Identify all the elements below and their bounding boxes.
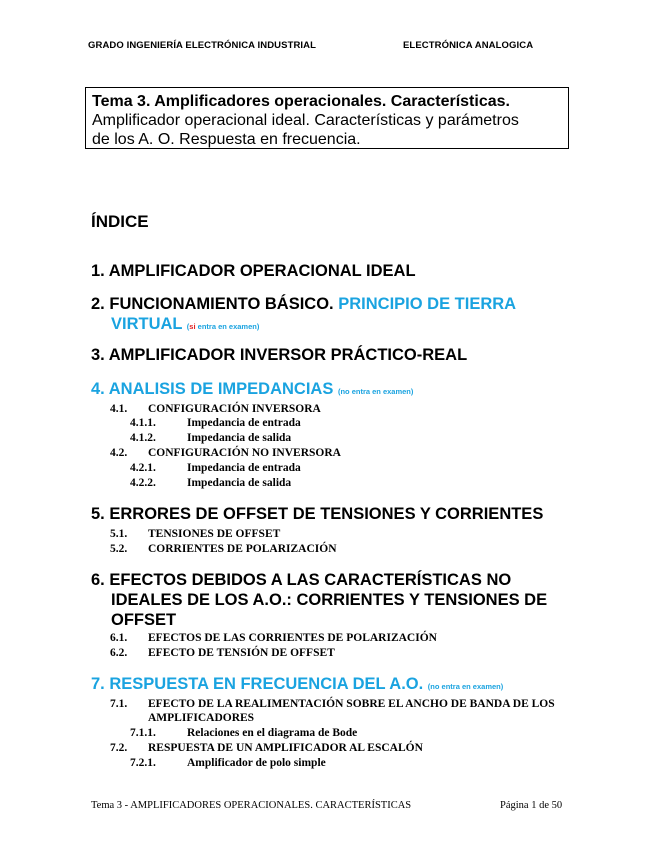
toc-item-4-1-1: 4.1.1. Impedancia de entrada bbox=[130, 417, 301, 429]
index-heading: ÍNDICE bbox=[91, 212, 149, 231]
toc-item-6-2: 6.2. EFECTO DE TENSIÓN DE OFFSET bbox=[110, 647, 335, 659]
toc-item-7-2-1: 7.2.1. Amplificador de polo simple bbox=[130, 757, 326, 769]
toc-item-4-1: 4.1. CONFIGURACIÓN INVERSORA bbox=[110, 403, 321, 415]
toc-section-6 bbox=[91, 570, 571, 630]
toc-item-6-1: 6.1. EFECTOS DE LAS CORRIENTES DE POLARIZACIÓN bbox=[110, 632, 437, 644]
section-title-cont: OFFSET bbox=[111, 611, 177, 629]
header-degree: GRADO INGENIERÍA ELECTRÓNICA INDUSTRIAL bbox=[88, 40, 317, 51]
toc-item-5-1: 5.1. TENSIONES DE OFFSET bbox=[110, 528, 281, 540]
toc-item-4-2-1: 4.2.1. Impedancia de entrada bbox=[130, 462, 301, 474]
title-box bbox=[85, 87, 569, 149]
doc-subtitle-line1: Amplificador operacional ideal. Características y parámetros bbox=[92, 112, 519, 129]
section-number: 2. bbox=[91, 295, 105, 313]
toc-section-2 bbox=[91, 294, 571, 337]
exam-note: (no entra en examen) bbox=[337, 387, 414, 396]
section-title: AMPLIFICADOR OPERACIONAL IDEAL bbox=[108, 262, 416, 280]
toc-section-7 bbox=[91, 674, 571, 697]
toc-item-7-1: 7.1. EFECTO DE LA REALIMENTACIÓN SOBRE EL ANCHO DE BANDA DE LOS AMPLIFICADORES bbox=[110, 698, 555, 724]
section-title: ERRORES DE OFFSET DE TENSIONES Y CORRIENTES bbox=[109, 505, 544, 523]
exam-note: (si entra en examen) bbox=[186, 322, 260, 331]
section-title: ANALISIS DE IMPEDANCIAS bbox=[108, 380, 334, 398]
toc-item-7-2: 7.2. RESPUESTA DE UN AMPLIFICADOR AL ESCALÓN bbox=[110, 742, 423, 754]
toc-section-3 bbox=[91, 345, 571, 365]
toc-section-5 bbox=[91, 504, 571, 524]
toc-item-4-2-2: 4.2.2. Impedancia de salida bbox=[130, 477, 292, 489]
section-title-highlight-cont: VIRTUAL bbox=[111, 315, 183, 333]
toc-item-4-1-2: 4.1.2. Impedancia de salida bbox=[130, 432, 292, 444]
section-number: 6. bbox=[91, 571, 105, 589]
toc-item-7-1-1: 7.1.1. Relaciones en el diagrama de Bode bbox=[130, 727, 358, 739]
section-number: 3. bbox=[91, 346, 105, 364]
section-number: 5. bbox=[91, 505, 105, 523]
footer-topic: Tema 3 - AMPLIFICADORES OPERACIONALES. CARACTERÍSTICAS bbox=[91, 800, 412, 811]
toc-item-5-2: 5.2. CORRIENTES DE POLARIZACIÓN bbox=[110, 543, 337, 555]
section-number: 1. bbox=[91, 262, 105, 280]
toc-item-4-2: 4.2. CONFIGURACIÓN NO INVERSORA bbox=[110, 447, 341, 459]
section-title-highlight: PRINCIPIO DE TIERRA bbox=[338, 295, 517, 313]
exam-note-yes: si bbox=[189, 322, 196, 331]
section-title: AMPLIFICADOR INVERSOR PRÁCTICO-REAL bbox=[108, 346, 468, 364]
toc-section-4 bbox=[91, 379, 571, 402]
section-number: 4. bbox=[91, 380, 105, 398]
exam-note: (no entra en examen) bbox=[427, 682, 504, 691]
toc-section-1 bbox=[91, 261, 571, 281]
footer-page-number: Página 1 de 50 bbox=[500, 800, 563, 811]
header-subject: ELECTRÓNICA ANALOGICA bbox=[403, 40, 534, 51]
section-title-cont: IDEALES DE LOS A.O.: CORRIENTES Y TENSIONES DE bbox=[111, 591, 548, 609]
section-number: 7. bbox=[91, 675, 105, 693]
doc-subtitle-line2: de los A. O. Respuesta en frecuencia. bbox=[92, 131, 361, 148]
section-title: FUNCIONAMIENTO BÁSICO. bbox=[109, 295, 334, 313]
doc-title: Tema 3. Amplificadores operacionales. Características. bbox=[92, 93, 510, 110]
section-title: EFECTOS DEBIDOS A LAS CARACTERÍSTICAS NO bbox=[109, 571, 512, 589]
section-title: RESPUESTA EN FRECUENCIA DEL A.O. bbox=[109, 675, 424, 693]
